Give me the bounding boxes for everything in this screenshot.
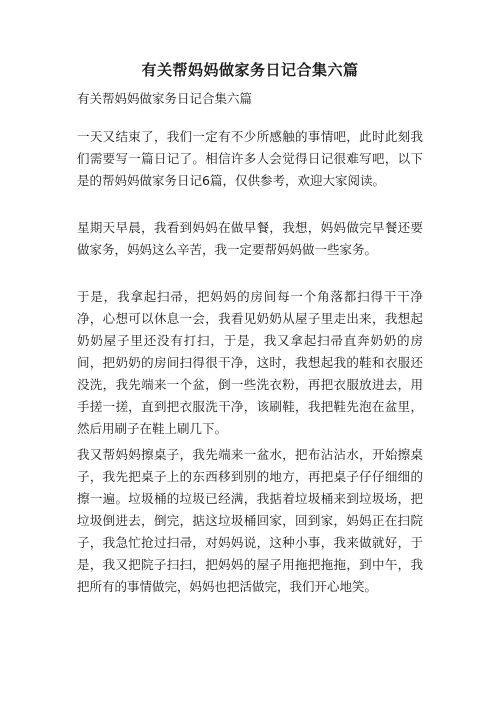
paragraph-3: 于是，我拿起扫帚，把妈妈的房间每一个角落都扫得干干净净，心想可以休息一会，我看见奶奶从屋子里走出来，我想起奶奶屋子里还没有打扫，于是，我又拿起扫帚直奔奶奶的房间，把奶奶的房间扫得很干净，这时，我想起我的鞋和衣服还没洗，我先端来一个盆，倒一些洗衣粉，再把衣服放进去，用手搓一搓，直到把衣服洗干净，该刷鞋，我把鞋先泡在盆里，然后用刷子在鞋上刷几下。	[77, 289, 423, 436]
paragraph-intro: 一天又结束了，我们一定有不少所感触的事情吧，此时此刻我们需要写一篇日记了。相信许多人会觉得日记很难写吧，以下是的帮妈妈做家务日记6篇，仅供参考，欢迎大家阅读。	[77, 129, 423, 188]
document-title: 有关帮妈妈做家务日记合集六篇	[141, 61, 359, 79]
paragraph-2: 星期天早晨，我看到妈妈在做早餐，我想，妈妈做完早餐还要做家务，妈妈这么辛苦，我一定要帮妈妈做一些家务。	[77, 220, 423, 257]
paragraph-4: 我又帮妈妈擦桌子，我先端来一盆水，把布沾沾水，开始擦桌子，我先把桌子上的东西移到别的地方，再把桌子仔仔细细的擦一遍。垃圾桶的垃圾已经满，我掂着垃圾桶来到垃圾场，把垃圾倒进去，倒完，掂这垃圾桶回家，回到家，妈妈正在扫院子，我急忙抢过扫帚，对妈妈说，这种小事，我来做就好，于是，我又把院子扫扫，把妈妈的屋子用拖把拖拖，到中午，我把所有的事情做完，妈妈也把活做完，我们开心地笑。	[77, 447, 423, 594]
document-subtitle: 有关帮妈妈做家务日记合集六篇	[77, 91, 253, 106]
